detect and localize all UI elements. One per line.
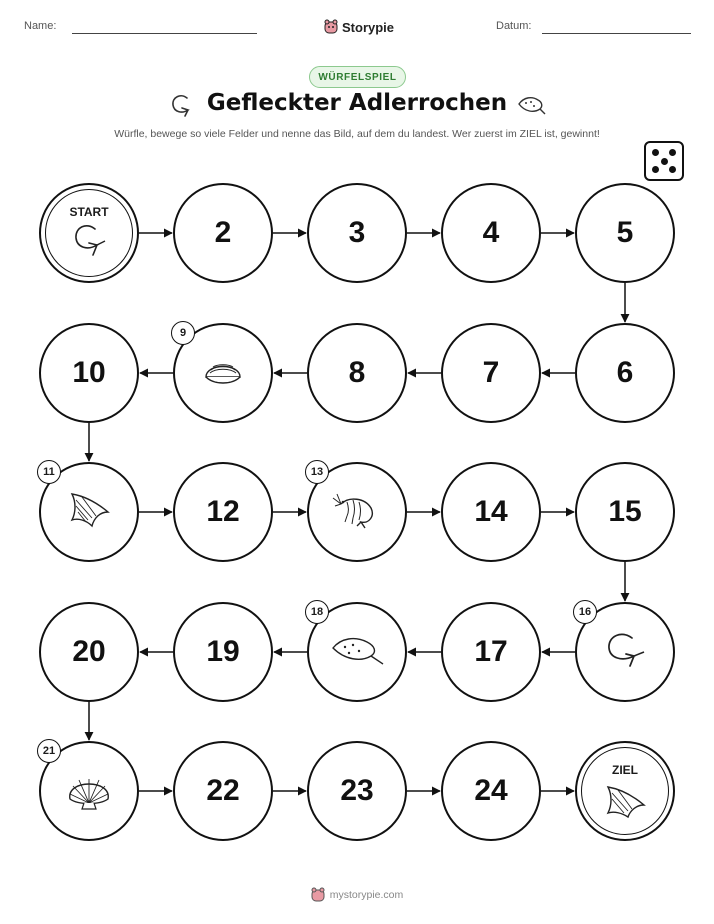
footer-url[interactable]: mystorypie.com xyxy=(329,889,404,901)
shrimp-icon xyxy=(331,490,383,535)
space-number-badge: 18 xyxy=(305,600,329,624)
space-number: 7 xyxy=(482,356,500,389)
ray-tail-icon xyxy=(69,223,109,266)
clam-icon xyxy=(202,355,244,392)
finish-space xyxy=(575,741,675,841)
space-number-badge: 9 xyxy=(171,321,195,345)
board-space-3 xyxy=(307,183,407,283)
space-number: 20 xyxy=(72,635,106,668)
board-space-10 xyxy=(39,323,139,423)
page-footer xyxy=(0,887,714,903)
board-space-21 xyxy=(39,741,139,841)
board-space-22 xyxy=(173,741,273,841)
board-space-12 xyxy=(173,462,273,562)
board-space-24 xyxy=(441,741,541,841)
space-number: 4 xyxy=(482,216,500,249)
board-space-8 xyxy=(307,323,407,423)
page-title: Gefleckter Adlerrochen xyxy=(206,90,508,116)
finish-label: ZIEL xyxy=(612,763,638,777)
ray-fin-icon xyxy=(66,488,112,537)
space-number: 10 xyxy=(72,356,106,389)
space-number: 2 xyxy=(214,216,232,249)
space-number-badge: 16 xyxy=(573,600,597,624)
space-number: 22 xyxy=(206,774,240,807)
board-space-18 xyxy=(307,602,407,702)
board-space-15 xyxy=(575,462,675,562)
board-space-13 xyxy=(307,462,407,562)
start-label: START xyxy=(69,205,109,219)
board-space-14 xyxy=(441,462,541,562)
board-space-16 xyxy=(575,602,675,702)
space-number: 6 xyxy=(616,356,634,389)
space-number-badge: 13 xyxy=(305,460,329,484)
board-space-20 xyxy=(39,602,139,702)
board-space-7 xyxy=(441,323,541,423)
ray-tail-icon xyxy=(602,630,648,675)
space-number: 8 xyxy=(348,356,366,389)
space-number: 3 xyxy=(348,216,366,249)
space-number: 12 xyxy=(206,495,240,528)
board-space-11 xyxy=(39,462,139,562)
start-space xyxy=(39,183,139,283)
board-space-5 xyxy=(575,183,675,283)
name-label: Name: xyxy=(24,20,57,32)
space-number: 24 xyxy=(474,774,508,807)
space-number: 14 xyxy=(474,495,508,528)
space-number: 17 xyxy=(474,635,508,668)
board-space-9 xyxy=(173,323,273,423)
space-number: 15 xyxy=(608,495,642,528)
mascot-icon xyxy=(311,887,325,903)
space-number: 19 xyxy=(206,635,240,668)
board-space-19 xyxy=(173,602,273,702)
scallop-shell-icon xyxy=(64,767,114,816)
flat-ray-icon xyxy=(329,632,385,673)
board-space-23 xyxy=(307,741,407,841)
date-label: Datum: xyxy=(496,20,532,32)
space-number: 23 xyxy=(340,774,374,807)
board-space-6 xyxy=(575,323,675,423)
ray-fin-icon xyxy=(602,781,648,826)
board-space-4 xyxy=(441,183,541,283)
board-space-2 xyxy=(173,183,273,283)
space-number: 5 xyxy=(616,216,634,249)
space-number-badge: 11 xyxy=(37,460,61,484)
brand-name: Storypie xyxy=(342,19,395,35)
board-space-17 xyxy=(441,602,541,702)
instructions: Würfle, bewege so viele Felder und nenne das Bild, auf dem du landest. Wer zuerst im ZIEL ist, gewinnt! xyxy=(114,128,600,140)
game-type-tag: WÜRFELSPIEL xyxy=(309,66,406,88)
space-number-badge: 21 xyxy=(37,739,61,763)
